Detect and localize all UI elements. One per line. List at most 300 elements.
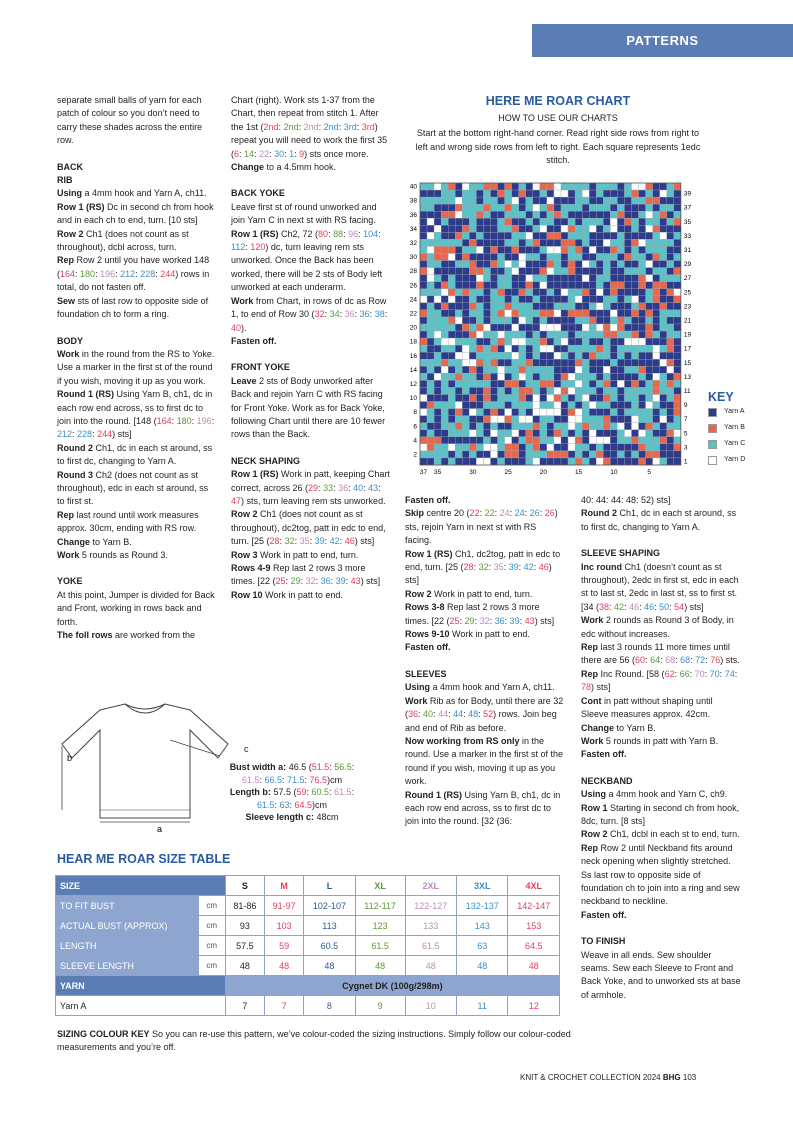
chart-cell [448,373,455,380]
chart-cell [554,261,561,268]
chart-cell [533,416,540,423]
chart-cell [491,289,498,296]
chart-cell [660,409,667,416]
chart-cell [462,268,469,275]
chart-cell [575,239,582,246]
chart-cell [491,232,498,239]
chart-cell [476,225,483,232]
chart-cell [653,310,660,317]
chart-cell [498,373,505,380]
chart-cell [469,197,476,204]
chart-cell [624,268,631,275]
chart-cell [610,197,617,204]
chart-cell [540,423,547,430]
chart-cell [491,345,498,352]
chart-cell [568,254,575,261]
chart-cell [533,458,540,465]
chart-cell [653,416,660,423]
chart-cell [483,409,490,416]
chart-cell [483,197,490,204]
chart-cell [632,254,639,261]
chart-cell [448,261,455,268]
chart-cell [554,317,561,324]
chart-cell [469,430,476,437]
chart-cell [434,437,441,444]
chart-cell [420,423,427,430]
chart-cell [667,352,674,359]
chart-cell [646,395,653,402]
chart-cell [505,183,512,190]
chart-cell [540,211,547,218]
chart-cell [540,366,547,373]
chart-cell [526,437,533,444]
chart-cell [505,409,512,416]
chart-row-label: 40 [409,183,417,191]
chart-cell [427,204,434,211]
chart-cell [498,310,505,317]
chart-row-label: 18 [409,338,417,346]
chart-cell [646,246,653,253]
chart-cell [476,261,483,268]
chart-row-label: 3 [683,444,688,452]
chart-cell [575,416,582,423]
chart-cell [653,261,660,268]
chart-cell [420,402,427,409]
chart-cell [476,246,483,253]
chart-cell [427,303,434,310]
chart-cell [448,451,455,458]
chart-cell [505,338,512,345]
chart-cell [533,451,540,458]
chart-cell [519,225,526,232]
chart-cell [674,303,681,310]
chart-cell [674,366,681,373]
chart-cell [589,395,596,402]
chart-cell [434,211,441,218]
chart-cell [674,310,681,317]
measurements [222,761,362,824]
chart-cell [582,366,589,373]
chart-cell [483,239,490,246]
chart-cell [582,225,589,232]
instruction: Using a 4mm hook and Yarn A, ch11. [405,682,555,693]
chart-cell [498,437,505,444]
chart-cell [420,239,427,246]
chart-cell [554,437,561,444]
chart-cell [660,423,667,430]
chart-cell [505,204,512,211]
chart-cell [469,289,476,296]
chart-cell [434,458,441,465]
chart-cell [653,444,660,451]
chart-cell [667,437,674,444]
chart-cell [469,303,476,310]
chart-cell [540,246,547,253]
chart-cell [540,324,547,331]
chart-cell [512,183,519,190]
sizing-colour-key [57,1028,577,1054]
chart-cell [582,402,589,409]
chart-row-label: 19 [683,331,692,339]
chart-cell [632,282,639,289]
chart-cell [505,268,512,275]
chart-cell [420,338,427,345]
chart-cell [533,430,540,437]
chart-cell [582,254,589,261]
chart-cell [674,373,681,380]
chart-cell [589,380,596,387]
instruction: Row 3 Work in patt to end, turn. [231,549,359,560]
chart-cell [589,402,596,409]
chart-cell [519,324,526,331]
chart-cell [455,430,462,437]
chart-cell [554,289,561,296]
chart-cell [519,254,526,261]
chart-cell [476,409,483,416]
chart-cell [603,261,610,268]
chart-cell [561,458,568,465]
chart-cell [568,246,575,253]
chart-cell [667,366,674,373]
chart-cell [674,458,681,465]
chart-col-label: 37 [419,469,428,476]
chart-cell [624,282,631,289]
chart-cell [624,197,631,204]
chart-cell [448,366,455,373]
size-value: 48 [264,956,303,976]
chart-cell [469,317,476,324]
chart-cell [434,183,441,190]
chart-cell [533,409,540,416]
instruction: Rows 9-10 Work in patt to end. [405,629,530,640]
chart-cell [624,225,631,232]
chart-row-label: 4 [413,437,417,445]
chart-cell [575,366,582,373]
chart-cell [617,296,624,303]
chart-cell [547,387,554,394]
chart-cell [469,232,476,239]
chart-cell [603,218,610,225]
chart-cell [448,338,455,345]
chart-cell [568,211,575,218]
chart-cell [469,324,476,331]
chart-cell [441,190,448,197]
chart-cell [448,395,455,402]
chart-cell [420,197,427,204]
chart-cell [624,423,631,430]
chart-cell [533,268,540,275]
chart-cell [561,430,568,437]
chart-cell [505,324,512,331]
chart-cell [646,261,653,268]
chart-cell [540,225,547,232]
chart-cell [483,380,490,387]
chart-cell [420,296,427,303]
chart-cell [448,444,455,451]
chart-cell [491,218,498,225]
chart-cell [448,211,455,218]
chart-cell [427,317,434,324]
chart-cell [505,416,512,423]
chart-cell [441,444,448,451]
chart-cell [462,324,469,331]
chart-cell [568,317,575,324]
chart-cell [632,204,639,211]
chart-cell [646,317,653,324]
chart-cell [434,345,441,352]
yarn-label: YARN [56,976,226,996]
chart-cell [533,345,540,352]
instruction: Round 2 Ch1, dc in each st around, ss to first dc, changing to Yarn A. [581,508,737,532]
chart-cell [667,338,674,345]
chart-cell [617,190,624,197]
chart-cell [667,331,674,338]
chart-cell [596,303,603,310]
chart-cell [441,204,448,211]
chart-cell [639,423,646,430]
chart-cell [646,303,653,310]
chart-cell [589,331,596,338]
chart-cell [674,254,681,261]
chart-cell [491,296,498,303]
chart-cell [526,338,533,345]
chart-cell [483,416,490,423]
chart-cell [667,303,674,310]
chart-cell [540,380,547,387]
chart-cell [653,282,660,289]
chart-cell [476,359,483,366]
chart-cell [632,437,639,444]
chart-cell [427,409,434,416]
chart-cell [455,345,462,352]
chart-cell [568,387,575,394]
chart-cell [476,437,483,444]
chart-cell [483,352,490,359]
chart-cell [667,282,674,289]
chart-cell [624,296,631,303]
chart-cell [596,373,603,380]
chart-cell [596,338,603,345]
chart-cell [624,345,631,352]
chart-cell [610,282,617,289]
size-value: 61.5 [355,936,405,956]
chart-cell [582,373,589,380]
chart-cell [589,366,596,373]
chart-cell [427,402,434,409]
chart-cell [540,416,547,423]
chart-cell [505,261,512,268]
chart-cell [610,246,617,253]
chart-cell [547,275,554,282]
chart-cell [533,359,540,366]
chart-cell [617,268,624,275]
chart-cell [667,197,674,204]
chart-cell [596,409,603,416]
chart-cell [476,416,483,423]
chart-cell [420,232,427,239]
chart-cell [674,239,681,246]
chart-cell [519,423,526,430]
sizing-key-text: So you can re-use this pattern, we’ve colour-coded the sizing instructions. Simply follow our colour-coded measurements and you’re off. [57,1029,571,1052]
chart-cell [427,211,434,218]
chart-cell [575,218,582,225]
section-heading: SLEEVES [405,668,447,679]
chart-cell [632,225,639,232]
chart-cell [420,359,427,366]
chart-cell [526,282,533,289]
chart-cell [582,211,589,218]
chart-cell [624,352,631,359]
chart-cell [547,204,554,211]
chart-cell [476,296,483,303]
chart-cell [498,239,505,246]
chart-cell [568,296,575,303]
chart-cell [575,423,582,430]
chart-cell [632,451,639,458]
chart-cell [469,409,476,416]
chart-cell [448,352,455,359]
chart-cell [575,268,582,275]
chart-cell [434,352,441,359]
chart-cell [462,345,469,352]
chart-cell [561,373,568,380]
chart-cell [667,310,674,317]
chart-cell [476,190,483,197]
chart-cell [512,387,519,394]
chart-cell [434,239,441,246]
section-heading: TO FINISH [581,936,626,947]
chart-cell [533,303,540,310]
chart-cell [596,345,603,352]
chart-cell [554,395,561,402]
chart-cell [526,197,533,204]
section-heading: FRONT YOKE [231,362,290,373]
chart-cell [498,395,505,402]
chart-cell [505,380,512,387]
chart-cell [603,239,610,246]
chart-cell [505,310,512,317]
chart-cell [420,395,427,402]
chart-cell [540,409,547,416]
chart-cell [469,331,476,338]
chart-cell [533,296,540,303]
instruction: Chart (right). Work sts 1-37 from the Chart, then repeat from stitch 1. After the 1st (2nd: 2nd: 2nd: 2nd: 3rd: 3rd) repeat you will need to work the first 35 (6: 14: 22: 30: 1: 9) sts once more. [231,95,388,159]
chart-cell [533,324,540,331]
chart-cell [624,338,631,345]
chart-cell [455,324,462,331]
chart-cell [540,218,547,225]
chart-cell [455,268,462,275]
chart-cell [639,409,646,416]
chart-cell [455,204,462,211]
chart-cell [427,423,434,430]
chart-cell [427,197,434,204]
chart-cell [667,402,674,409]
chart-cell [603,423,610,430]
key-swatch [708,424,717,433]
key-swatch [708,408,717,417]
chart-cell [448,430,455,437]
text-column-1 [57,94,215,642]
chart-cell [420,190,427,197]
chart-cell [667,211,674,218]
chart-cell [498,275,505,282]
chart-cell [498,359,505,366]
chart-cell [582,275,589,282]
chart-cell [554,444,561,451]
chart-cell [589,409,596,416]
chart-cell [491,451,498,458]
chart-cell [582,444,589,451]
section-heading: NECKBAND [581,775,633,786]
chart-cell [526,289,533,296]
chart-cell [441,324,448,331]
chart-cell [660,458,667,465]
chart-cell [420,254,427,261]
chart-cell [561,331,568,338]
size-value: 59 [264,936,303,956]
chart-cell [617,225,624,232]
chart-cell [441,345,448,352]
chart-cell [455,282,462,289]
instruction: The foll rows are worked from the [57,630,196,641]
chart-cell [610,430,617,437]
chart-cell [575,275,582,282]
chart-cell [455,211,462,218]
chart-cell [462,373,469,380]
chart-cell [505,289,512,296]
size-value: 48 [304,956,355,976]
chart-cell [617,232,624,239]
chart-cell [603,289,610,296]
chart-cell [646,451,653,458]
chart-cell [667,190,674,197]
chart-cell [617,254,624,261]
chart-cell [667,395,674,402]
chart-cell [540,303,547,310]
chart-cell [639,331,646,338]
chart-cell [568,218,575,225]
chart-cell [667,204,674,211]
size-row-label: SLEEVE LENGTH [56,956,199,976]
chart-cell [617,451,624,458]
chart-cell [639,275,646,282]
chart-cell [674,430,681,437]
chart-cell [540,352,547,359]
chart-cell [476,430,483,437]
chart-cell [589,437,596,444]
chart-cell [624,211,631,218]
chart-cell [526,183,533,190]
chart-cell [596,289,603,296]
chart-cell [674,416,681,423]
chart-cell [639,246,646,253]
chart-cell [617,409,624,416]
chart-cell [617,395,624,402]
yarn-a-value: 7 [225,996,264,1016]
chart-cell [455,197,462,204]
size-value: 153 [508,916,560,936]
instruction: Row 1 (RS) Ch2, 72 (80: 88: 96: 104: 112: 120) dc, turn leaving rem sts unworked. Once the Back has been worked, there will be 2 sts of Body left unworked at each underarm. [231,228,383,293]
size-row-unit: cm [198,956,225,976]
chart-cell [624,444,631,451]
chart-cell [469,380,476,387]
chart-cell [462,254,469,261]
chart-cell [420,310,427,317]
chart-cell [512,458,519,465]
chart-cell [589,423,596,430]
key-label: Yarn C [724,440,746,447]
